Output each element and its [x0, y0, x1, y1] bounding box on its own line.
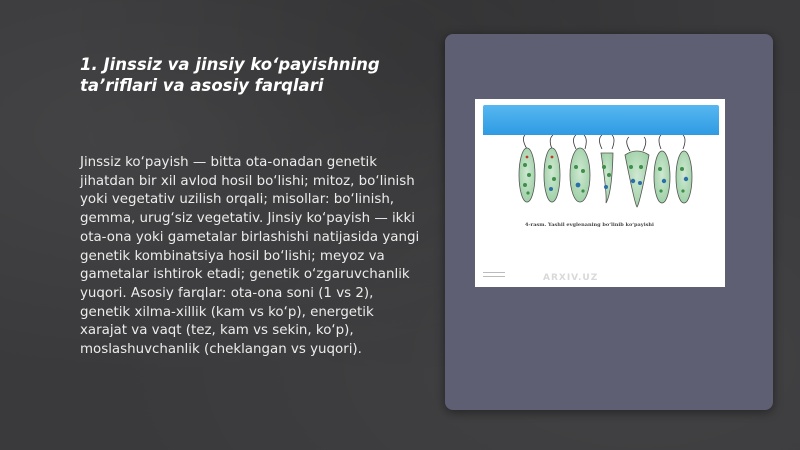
figure-header-bar	[483, 105, 719, 135]
euglena-cell	[654, 135, 670, 203]
figure-footer-lines	[483, 272, 505, 282]
slide-body-text: Jinssiz ko‘payish — bitta ota-onadan genetik jihatdan bir xil avlod hosil bo‘lishi; mitoz, bo‘linish yoki vegetativ uzilish orqali; misollar: bo‘linish, gemma, urug‘siz vegetativ. Jinsiy ko‘payish — ikki ota-ona yoki gametalar birlashishi natijasida yangi genetik kombinatsiya hosil bo‘lishi; meyoz va gametalar ishtirok etadi; genetik o‘zgaruvchanlik yuqori. Asosiy farqlar: ota-ona soni (1 vs 2), genetik xilma-xillik (kam vs ko‘p), energetik xarajat va vaqt (tez, kam vs sekin, ko‘p), moslashuvchanlik (cheklangan vs yuqori).	[80, 155, 420, 358]
figure-image	[475, 99, 725, 287]
euglena-cell	[544, 135, 560, 202]
euglena-division-illustration	[475, 135, 725, 225]
slide-title: 1. Jinssiz va jinsiy ko‘payishning ta’riflari va asosiy farqlari	[80, 55, 380, 95]
euglena-cell	[519, 135, 535, 202]
figure-watermark: ARXIV.UZ	[543, 273, 599, 283]
euglena-cell	[570, 135, 590, 202]
figure-caption: 4-rasm. Yashil evglenaning bo‘linib ko‘payishi	[525, 222, 654, 228]
euglena-cell	[676, 135, 692, 203]
euglena-cell	[600, 135, 615, 203]
euglena-cell	[625, 137, 649, 207]
